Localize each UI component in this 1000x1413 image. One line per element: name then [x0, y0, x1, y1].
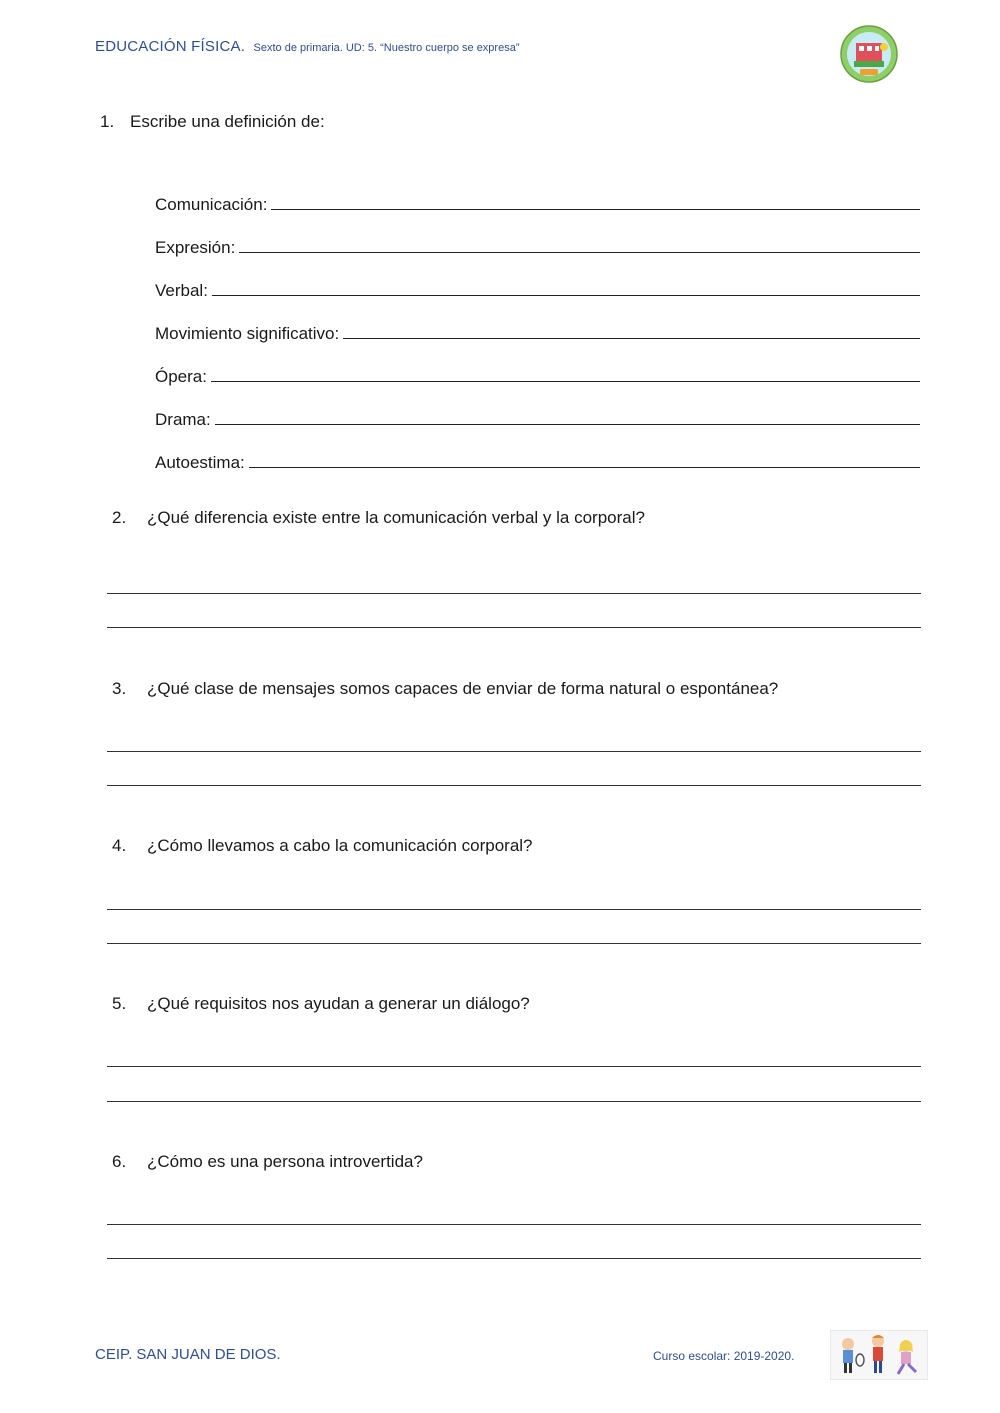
term-label: Comunicación:: [155, 195, 268, 214]
question-1: [100, 112, 325, 132]
answer-blank[interactable]: [271, 208, 920, 210]
page-header: [95, 38, 520, 56]
question-number: 3.: [112, 679, 127, 698]
term-label: Verbal:: [155, 281, 208, 300]
school-name: CEIP. SAN JUAN DE DIOS.: [95, 1346, 281, 1363]
school-logo-icon: [840, 25, 898, 83]
definition-row-drama: [155, 387, 920, 430]
question-text: Escribe una definición de:: [130, 112, 325, 131]
term-label: Autoestima:: [155, 453, 245, 472]
answer-line[interactable]: [107, 909, 921, 910]
answer-line[interactable]: [107, 1101, 921, 1102]
definition-row-movimiento: [155, 301, 920, 344]
answer-blank[interactable]: [211, 380, 920, 382]
answer-line[interactable]: [107, 751, 921, 752]
definition-row-comunicacion: [155, 172, 920, 215]
school-year: Curso escolar: 2019-2020.: [653, 1349, 795, 1363]
question-text: ¿Qué requisitos nos ayudan a generar un diálogo?: [147, 994, 530, 1013]
answer-line[interactable]: [107, 627, 921, 628]
answer-blank[interactable]: [249, 466, 920, 468]
answer-line[interactable]: [107, 1066, 921, 1067]
answer-line[interactable]: [107, 943, 921, 944]
question-number: 6.: [112, 1152, 127, 1171]
definition-list: [155, 172, 920, 473]
subject-title: EDUCACIÓN FÍSICA.: [95, 38, 246, 55]
answer-blank[interactable]: [343, 337, 920, 339]
answer-line[interactable]: [107, 1224, 921, 1225]
term-label: Expresión:: [155, 238, 236, 257]
term-label: Drama:: [155, 410, 211, 429]
question-number: 5.: [112, 994, 127, 1013]
children-sports-icon: [830, 1330, 928, 1380]
answer-line[interactable]: [107, 785, 921, 786]
question-text: ¿Cómo llevamos a cabo la comunicación corporal?: [147, 836, 533, 855]
question-6: [112, 1152, 423, 1172]
answer-blank[interactable]: [239, 251, 920, 253]
answer-blank[interactable]: [215, 423, 920, 425]
question-5: [112, 994, 530, 1014]
question-number: 2.: [112, 508, 127, 527]
question-3: [112, 679, 778, 699]
answer-line[interactable]: [107, 1258, 921, 1259]
question-text: ¿Qué clase de mensajes somos capaces de enviar de forma natural o espontánea?: [147, 679, 779, 698]
definition-row-opera: [155, 344, 920, 387]
question-4: [112, 836, 533, 856]
question-2: [112, 508, 645, 528]
answer-line[interactable]: [107, 593, 921, 594]
term-label: Ópera:: [155, 367, 207, 386]
answer-blank[interactable]: [212, 294, 920, 296]
term-label: Movimiento significativo:: [155, 324, 340, 343]
definition-row-expresion: [155, 215, 920, 258]
question-number: 4.: [112, 836, 127, 855]
definition-row-autoestima: [155, 430, 920, 473]
question-number: 1.: [100, 112, 115, 131]
definition-row-verbal: [155, 258, 920, 301]
unit-detail: Sexto de primaria. UD: 5. “Nuestro cuerpo se expresa”: [253, 42, 520, 54]
question-text: ¿Qué diferencia existe entre la comunicación verbal y la corporal?: [147, 508, 645, 527]
question-text: ¿Cómo es una persona introvertida?: [147, 1152, 423, 1171]
